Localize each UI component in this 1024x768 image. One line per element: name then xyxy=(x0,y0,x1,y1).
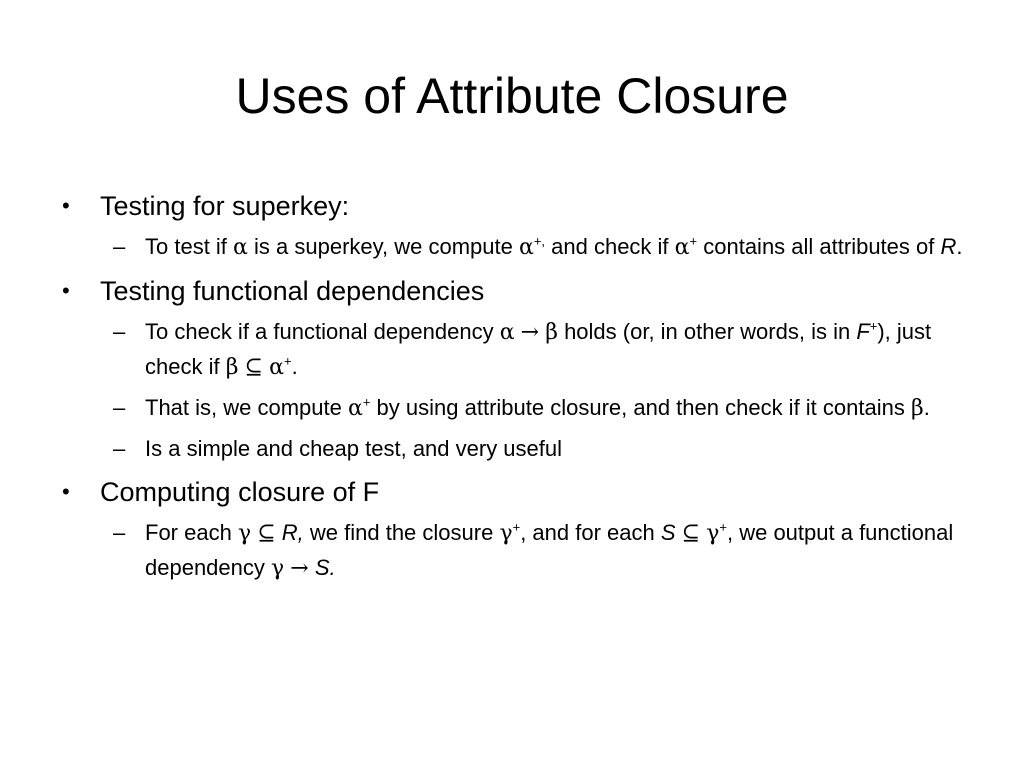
bullet-computing-closure-f xyxy=(62,472,982,512)
beta-symbol: β xyxy=(910,396,924,421)
gamma-symbol: γ xyxy=(237,521,252,546)
arrow-symbol: → xyxy=(520,320,540,345)
dash: – xyxy=(113,436,126,461)
bullet-dot: • xyxy=(62,278,70,303)
text: To check if a functional dependency xyxy=(145,319,500,344)
text: holds (or, in other words, is in xyxy=(557,319,857,344)
superscript: + xyxy=(362,394,371,410)
text: and check if xyxy=(545,234,675,259)
beta-symbol: β xyxy=(545,320,558,345)
bullet-testing-superkey xyxy=(62,186,982,226)
text: is a superkey, we compute xyxy=(247,234,519,259)
set-s: S xyxy=(660,520,676,545)
text: That is, we compute xyxy=(145,395,348,420)
alpha-symbol: α xyxy=(347,396,363,421)
text: by using attribute closure, and then check if it contains xyxy=(370,395,911,420)
superscript: + xyxy=(869,318,878,334)
text: To test if xyxy=(145,234,234,259)
text: , we output a functional dependency xyxy=(145,520,954,580)
text: ), just check if xyxy=(145,319,932,379)
sub-bullet-compute-closure xyxy=(62,391,982,426)
relation-r: R, xyxy=(281,520,304,545)
relation-r: R xyxy=(940,234,957,259)
gamma-symbol: γ xyxy=(706,521,720,546)
bullet-dot: • xyxy=(62,193,70,218)
gamma-symbol: γ xyxy=(499,521,513,546)
superscript: + xyxy=(689,233,698,249)
arrow-symbol: → xyxy=(290,556,309,581)
text: Is a simple and cheap test, and very useful xyxy=(145,436,563,461)
sub-bullet-for-each-gamma xyxy=(62,516,982,586)
alpha-symbol: α xyxy=(674,235,690,260)
slide-content xyxy=(62,186,982,592)
fd-set-f: F xyxy=(856,319,870,344)
beta-symbol: β xyxy=(225,355,239,380)
superscript: + xyxy=(283,353,292,369)
superscript: + xyxy=(512,519,521,535)
text: For each xyxy=(145,520,238,545)
text: . xyxy=(956,234,963,259)
text: . xyxy=(291,354,298,379)
gamma-symbol: γ xyxy=(271,556,285,581)
bullet-dot: • xyxy=(62,479,70,504)
subset-symbol: ⊆ xyxy=(681,521,701,546)
superscript: +, xyxy=(533,233,546,249)
alpha-symbol: α xyxy=(233,235,248,260)
superscript: + xyxy=(719,519,727,535)
sub-bullet-superkey-test xyxy=(62,230,982,265)
subset-symbol: ⊆ xyxy=(257,521,276,546)
bullet-text: Testing functional dependencies xyxy=(100,276,485,306)
dash: – xyxy=(113,520,126,545)
alpha-symbol: α xyxy=(499,320,515,345)
text: . xyxy=(923,395,930,420)
subset-symbol: ⊆ xyxy=(244,355,263,380)
slide-title: Uses of Attribute Closure xyxy=(235,68,789,124)
sub-bullet-check-fd xyxy=(62,315,982,385)
bullet-text: Testing for superkey: xyxy=(100,191,350,221)
text: contains all attributes of xyxy=(697,234,941,259)
text: , and for each xyxy=(520,520,661,545)
dash: – xyxy=(113,319,126,344)
dash: – xyxy=(113,395,126,420)
bullet-testing-fd xyxy=(62,271,982,311)
dash: – xyxy=(113,234,126,259)
sub-bullet-simple-test xyxy=(62,432,982,466)
alpha-symbol: α xyxy=(269,355,284,380)
set-s: S. xyxy=(314,555,336,580)
alpha-symbol: α xyxy=(518,235,534,260)
bullet-text: Computing closure of F xyxy=(100,477,380,507)
text: we find the closure xyxy=(303,520,500,545)
